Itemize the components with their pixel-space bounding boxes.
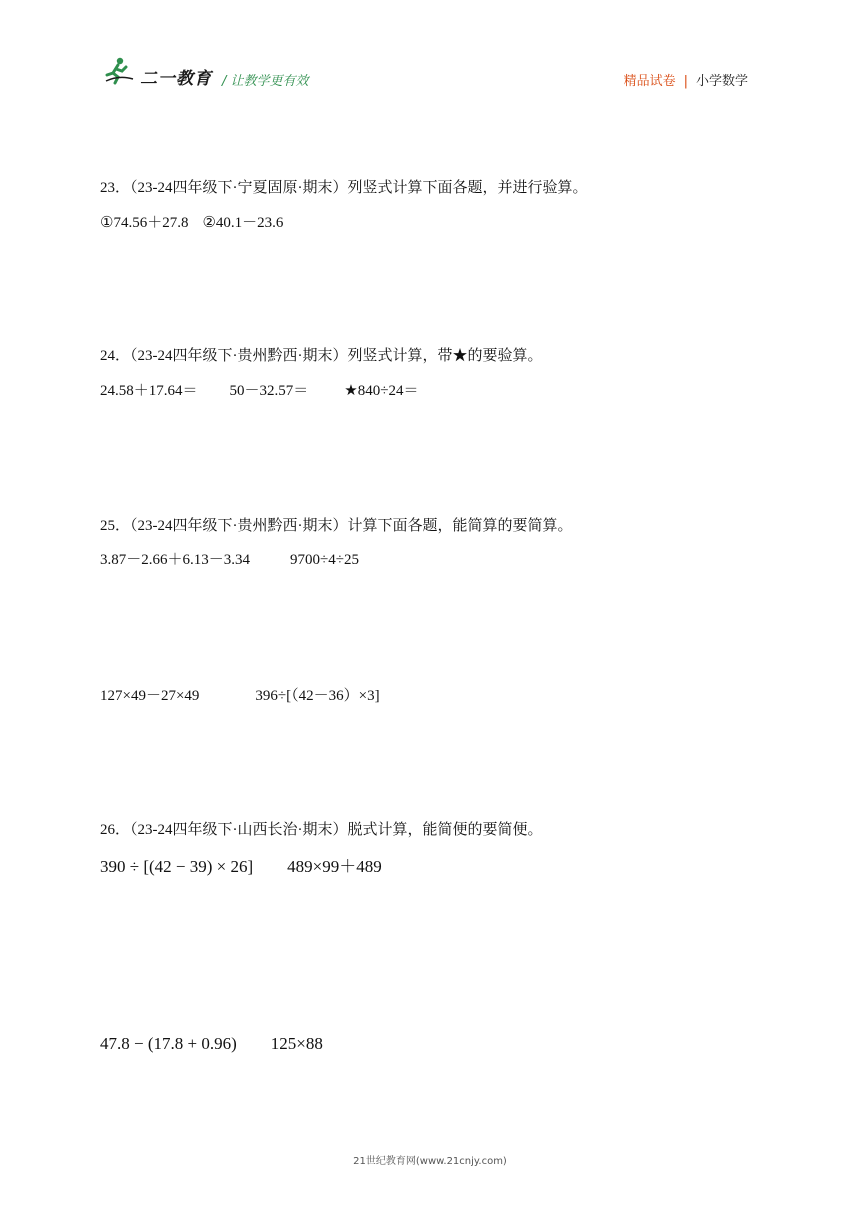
question-25-heading: 25．（23-24四年级下·贵州黔西·期末）计算下面各题，能简算的要简算。 [100, 518, 573, 534]
q26-item-3: 47.8 − (17.8 + 0.96) [100, 1034, 237, 1053]
question-26-row-2 [100, 1034, 323, 1054]
slogan: / 让教学更有效 [222, 74, 309, 89]
q26-item-1: 390 ÷ [(42 − 39) × 26] [100, 857, 254, 876]
tag-premium: 精品试卷 [623, 74, 676, 89]
tag-subject: 小学数学 [695, 74, 748, 89]
q25-item-4: 396÷[（42－36）×3] [255, 688, 380, 704]
q24-item-1: 24.58＋17.64＝ [100, 383, 198, 399]
q26-item-2: 489×99＋489 [287, 857, 382, 876]
q26-item-4: 125×88 [270, 1034, 323, 1053]
question-23-items [100, 211, 283, 232]
q23-item-2: ②40.1－23.6 [202, 215, 284, 231]
header-tags [624, 70, 748, 89]
q25-item-1: 3.87－2.66＋6.13－3.34 [100, 552, 251, 568]
q24-item-2: 50－32.57＝ [229, 383, 309, 399]
page-header [0, 0, 860, 110]
q25-item-2: 9700÷4÷25 [290, 552, 359, 568]
runner-logo-icon [104, 55, 134, 85]
question-23-heading: 23．（23-24四年级下·宁夏固原·期末）列竖式计算下面各题，并进行验算。 [100, 180, 588, 196]
q24-item-3: ★840÷24＝ [344, 383, 419, 399]
q23-item-1: ①74.56＋27.8 [100, 215, 189, 231]
question-24-heading: 24．（23-24四年级下·贵州黔西·期末）列竖式计算，带★的要验算。 [100, 348, 543, 364]
q25-item-3: 127×49－27×49 [100, 688, 200, 704]
page-footer: 21世纪教育网(www.21cnjy.com) [353, 1156, 507, 1167]
header-separator: | [683, 74, 688, 89]
question-26-row-1 [100, 852, 382, 877]
question-25-row-1 [100, 548, 359, 569]
question-26-heading: 26．（23-24四年级下·山西长治·期末）脱式计算，能简便的要简便。 [100, 822, 543, 838]
brand-name: 二一教育 [140, 69, 212, 89]
question-25-row-2 [100, 684, 380, 705]
question-24-items [100, 379, 418, 400]
